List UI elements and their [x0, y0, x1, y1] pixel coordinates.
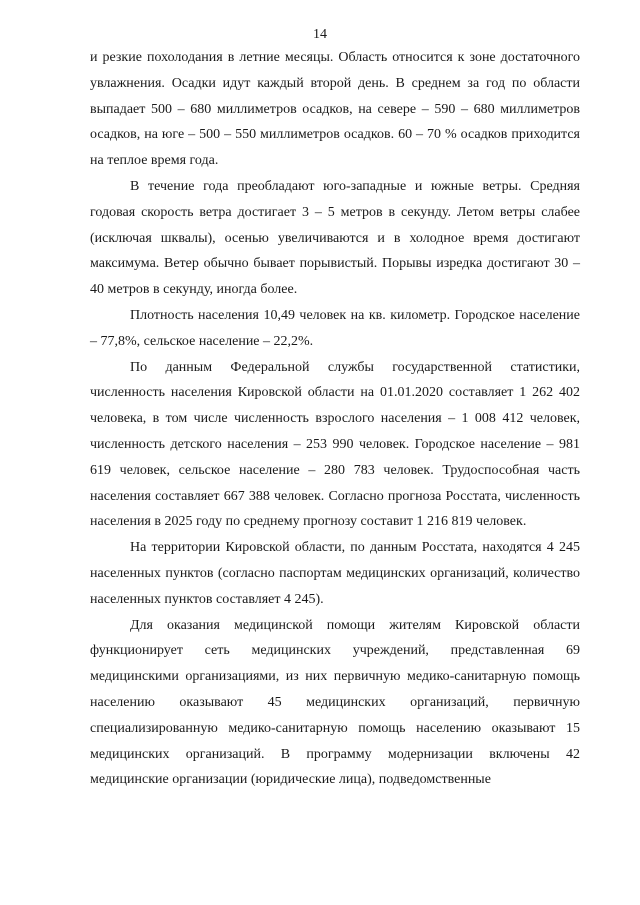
page-number: 14: [313, 27, 327, 42]
paragraph-climate: и резкие похолодания в летние месяцы. Область относится к зоне достаточного увлажнения. Осадки идут каждый второй день. В среднем за год по области выпадает 500 – 680 миллиметров осадков, на севере – 590 – 680 миллиметров осадков, на юге – 500 – 550 миллиметров осадков. 60 – 70 % осадков приходится на теплое время года.: [90, 50, 580, 169]
paragraph-settlements: На территории Кировской области, по данным Росстата, находятся 4 245 населенных пунктов (согласно паспортам медицинских организаций, количество населенных пунктов составляет 4 245).: [90, 540, 580, 607]
paragraph-population: По данным Федеральной службы государственной статистики, численность населения Кировской области на 01.01.2020 составляет 1 262 402 человека, в том числе численность взрослого населения – 1 008 412 человек, численность детского населения – 253 990 человек. Городское население – 981 619 человек, сельское население – 280 783 человек. Трудоспособная часть населения составляет 667 388 человек. Согласно прогноза Росстата, численность населения в 2025 году по среднему прогнозу составит 1 216 819 человек.: [90, 359, 580, 530]
document-body: [90, 45, 580, 793]
paragraph-winds: В течение года преобладают юго-западные и южные ветры. Средняя годовая скорость ветра достигает 3 – 5 метров в секунду. Летом ветры слабее (исключая шквалы), осенью увеличиваются и в холодное время достигают максимума. Ветер обычно бывает порывистый. Порывы изредка достигают 30 – 40 метров в секунду, иногда более.: [90, 178, 580, 298]
paragraph-density: Плотность населения 10,49 человек на кв. километр. Городское население – 77,8%, сельское население – 22,2%.: [90, 307, 580, 349]
paragraph-medical: Для оказания медицинской помощи жителям Кировской области функционирует сеть медицинских учреждений, представленная 69 медицинскими организациями, из них первичную медико-санитарную помощь населению оказывают 45 медицинских организаций, первичную специализированную медико-санитарную помощь населению оказывают 15 медицинских организаций. В программу модернизации включены 42 медицинские организации (юридические лица), подведомственные: [90, 617, 580, 788]
